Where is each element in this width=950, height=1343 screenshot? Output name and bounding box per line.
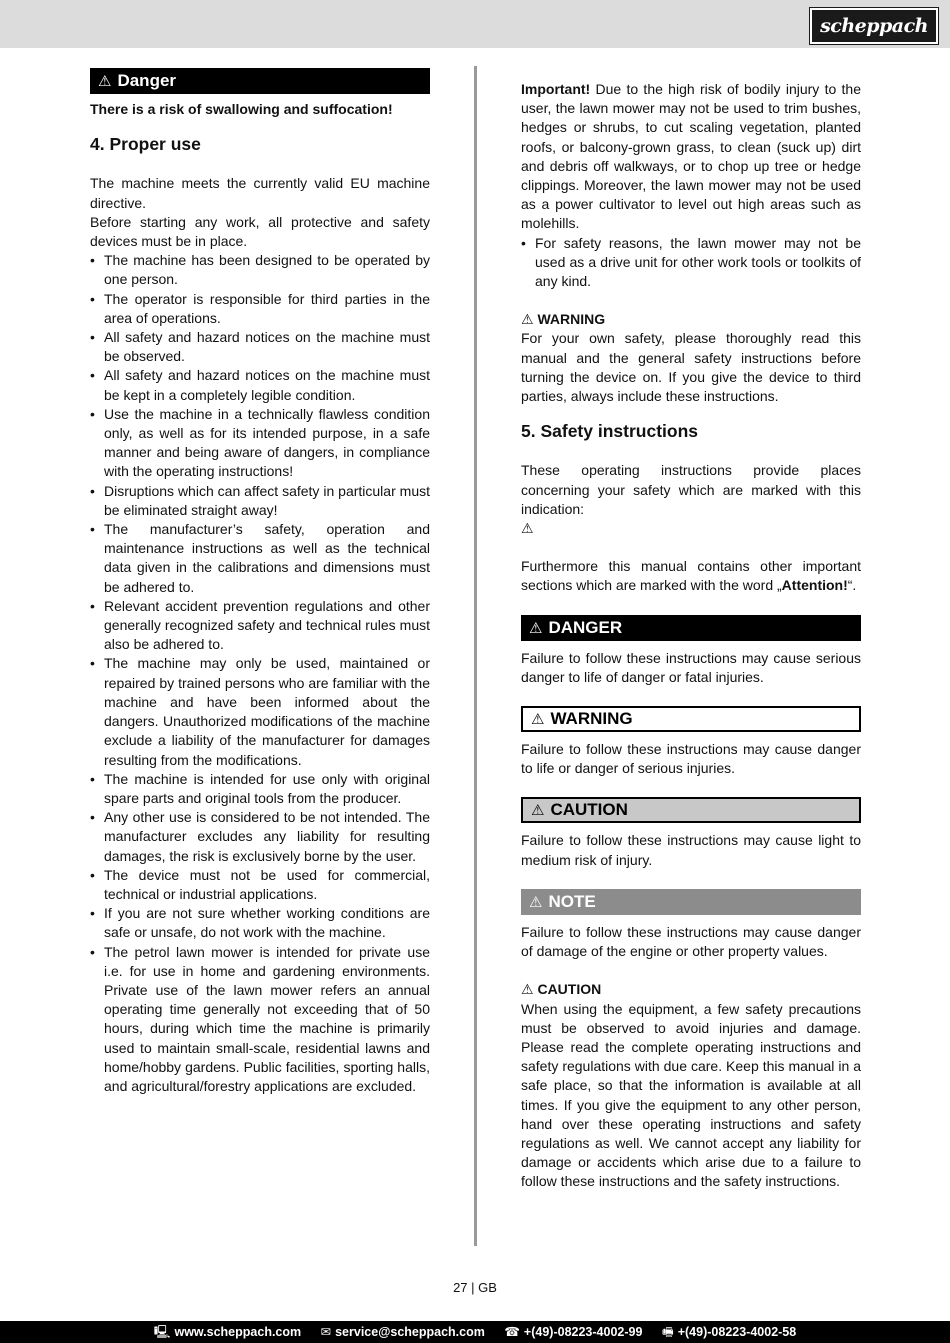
list-item: • All safety and hazard notices on the machine must be observed. [90, 328, 430, 366]
page-number: 27 | GB [453, 1280, 497, 1295]
warning-triangle-icon: ⚠ [521, 311, 538, 328]
warning-triangle-icon: ⚠ [529, 893, 543, 911]
scheppach-logo: scheppach [810, 8, 938, 44]
warning-triangle-icon: ⚠ [529, 619, 543, 637]
paragraph: The machine meets the currently valid EU machine directive. [90, 175, 430, 211]
list-item: • The manufacturer’s safety, operation and maintenance instructions as well as the technical data given in the calibrations and dimensions must be adhered to. [90, 520, 430, 597]
intro-paragraph: These operating instructions provide places concerning your safety which are marked with this indication: [521, 462, 861, 517]
bullet-list [521, 234, 861, 292]
right-column [521, 80, 861, 1192]
mail-icon: ✉ [320, 1325, 332, 1339]
email-link[interactable]: ✉ service@scheppach.com [320, 1325, 485, 1339]
warning-triangle-icon: ⚠ [98, 73, 112, 90]
important-paragraph: Important! Due to the high risk of bodily injury to the user, the lawn mower may not be used to trim bushes, hedges or shrubs, to cut scaling vegetation, planted roofs, or balcony-grown grass, to clean (suck up) dirt and debris off walkways, or to chop up tree or hedge clippings. Moreover, the lawn mower may not be used as a power cultivator to level out high areas such as molehills. [521, 81, 861, 232]
list-item: • If you are not sure whether working conditions are safe or unsafe, do not work with the machine. [90, 904, 430, 942]
phone-icon: ☎ [504, 1325, 520, 1339]
note-description: Failure to follow these instructions may cause danger of damage of the engine or other property values. [521, 923, 861, 960]
caution-bar: ⚠ CAUTION [521, 797, 861, 823]
warning-bar: ⚠ WARNING [521, 706, 861, 732]
list-item: • Use the machine in a technically flawless condition only, as well as for its intended purpose, in a safe manner and being aware of dangers, in compliance with the operating instructions! [90, 405, 430, 482]
list-item: • The operator is responsible for third parties in the area of operations. [90, 290, 430, 328]
danger-bar: ⚠ DANGER [521, 615, 861, 641]
note-bar: ⚠ NOTE [521, 889, 861, 915]
section-title: 4. Proper use [90, 134, 201, 155]
monitor-icon: 🖳 [153, 1325, 171, 1339]
list-item: • The petrol lawn mower is intended for private use i.e. for use in home and gardening environments. Private use of the lawn mower refers an annual operating time generally not exceeding that of 50 hours, during which time the machine is primarily used to maintain small-scale, residential lawns and home/hobby gardens. Public facilities, sporting halls, and agricultural/forestry applications are excluded. [90, 943, 430, 1097]
danger-description: Failure to follow these instructions may cause serious danger to life of danger or fatal injuries. [521, 649, 861, 685]
header-bar [0, 0, 950, 48]
list-item: • The device must not be used for commercial, technical or industrial applications. [90, 866, 430, 904]
fax-icon: 🖷 [661, 1325, 674, 1339]
list-item: • The machine has been designed to be operated by one person. [90, 251, 430, 289]
warning-heading: ⚠ WARNING [521, 311, 606, 328]
caution-heading: ⚠ CAUTION [521, 981, 602, 998]
list-item: • The machine is intended for use only with original spare parts and original tools from the producer. [90, 770, 430, 808]
danger-bar: ⚠ Danger [90, 68, 430, 94]
danger-text: There is a risk of swallowing and suffocation! [90, 101, 393, 117]
list-item: • All safety and hazard notices on the machine must be kept in a completely legible condition. [90, 366, 430, 404]
warning-triangle-icon: ⚠ [521, 981, 538, 998]
caution-description: Failure to follow these instructions may cause light to medium risk of injury. [521, 832, 861, 868]
fax-number: 🖷 +(49)-08223-4002-58 [661, 1325, 797, 1339]
warning-triangle-icon: ⚠ [531, 711, 545, 729]
list-item: • Disruptions which can affect safety in particular must be eliminated straight away! [90, 482, 430, 520]
paragraph: Before starting any work, all protective and safety devices must be in place. [90, 213, 430, 250]
contact-bar [0, 1321, 950, 1343]
phone-number: ☎ +(49)-08223-4002-99 [504, 1325, 643, 1339]
website-link[interactable]: 🖳 www.scheppach.com [153, 1325, 302, 1339]
column-divider [474, 66, 477, 1246]
warning-triangle-icon: ⚠ [521, 520, 534, 537]
warning-description: Failure to follow these instructions may cause danger to life or danger of serious injuries. [521, 741, 861, 777]
list-item: • For safety reasons, the lawn mower may not be used as a drive unit for other work tools or toolkits of any kind. [521, 234, 861, 292]
bullet-list [90, 251, 430, 1096]
section-title: 5. Safety instructions [521, 421, 698, 442]
left-column [90, 68, 430, 1096]
caution-text: When using the equipment, a few safety precautions must be observed to avoid injuries and damage. Please read the complete operating instructions and safety regulations with due care. Keep this manual in a safe place, so that the information is available at all times. If you give the equipment to any other person, hand over these operating instructions and safety regulations as well. We cannot accept any liability for damage or accidents which arise due to a failure to follow these instructions and the safety instructions. [521, 1000, 861, 1190]
list-item: • Relevant accident prevention regulations and other generally recognized safety and technical rules must also be adhered to. [90, 597, 430, 655]
list-item: • Any other use is considered to be not intended. The manufacturer excludes any liability for resulting damages, the risk is exclusively borne by the user. [90, 808, 430, 866]
warning-triangle-icon: ⚠ [531, 802, 545, 820]
list-item: • The machine may only be used, maintained or repaired by trained persons who are familiar with the machine and have been informed about the dangers. Unauthorized modifications of the machine exclude a liability of the manufacturer for damages resulting from the modifications. [90, 654, 430, 769]
intro-paragraph-2: Furthermore this manual contains other important sections which are marked with the word „Attention!“. [521, 558, 861, 594]
warning-text: For your own safety, please thoroughly read this manual and the general safety instructions before turning the device on. If you give the device to third parties, always include these instructions. [521, 330, 861, 405]
